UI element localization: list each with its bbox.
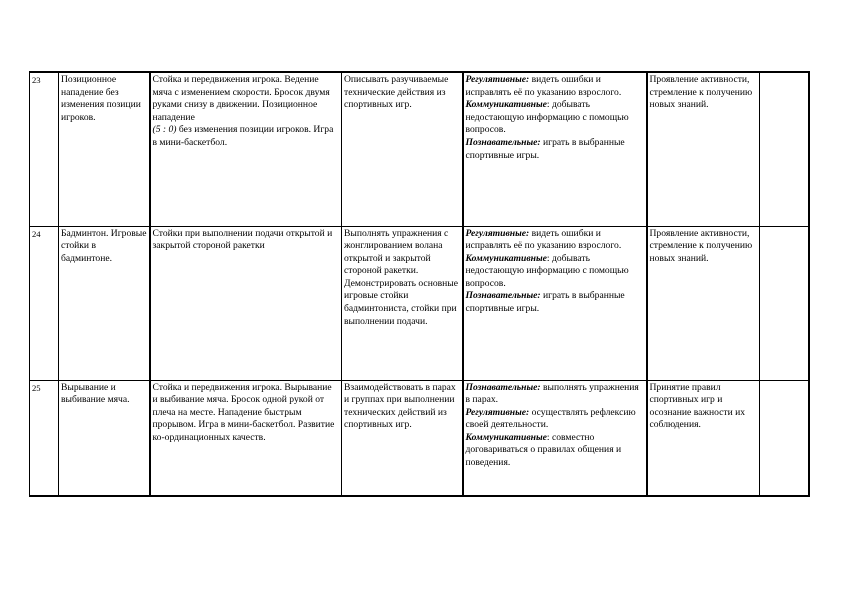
lesson-plan-table (29, 71, 810, 497)
lesson-topic: Позиционное нападение без изменения позиции игроков. (59, 72, 150, 226)
uud-item (466, 290, 644, 315)
uud-item (466, 137, 644, 162)
lesson-content (150, 72, 342, 226)
lesson-content (150, 380, 342, 496)
uud-label: Познавательные: (465, 136, 541, 148)
empty-cell (760, 72, 809, 226)
student-activity: Описывать разучиваемые технические действия из спортивных игр. (342, 72, 463, 226)
lesson-number: 25 (30, 380, 59, 496)
uud-item (466, 253, 644, 291)
uud-text: видеть ошибки и исправлять её по указанию взрослого. (465, 227, 622, 252)
empty-cell (760, 380, 809, 496)
uud-text: осуществлять рефлексию своей деятельности. (465, 406, 636, 431)
uud-label: Коммуникативные (465, 431, 547, 443)
uud-item (466, 382, 644, 407)
uud-text: выполнять упражнения в парах. (465, 381, 639, 406)
student-activity: Взаимодействовать в парах и группах при выполнении технических действий из спортивных игр. (342, 380, 463, 496)
content-italic: (5 : 0) (152, 124, 177, 136)
uud-label: Познавательные: (465, 290, 541, 302)
uud-cell (463, 226, 647, 380)
content-text: Стойка и передвижения игрока. Вырывание и выбивание мяча. Бросок одной рукой от плеча на месте. Нападение быстрым прорывом. Игра в мини-баскетбол. Развитие ко-ординационных качеств. (152, 381, 335, 443)
uud-label: Регулятивные: (465, 74, 530, 85)
lesson-topic: Вырывание и выбивание мяча. (59, 380, 150, 496)
content-text-cont: без изменения позиции игроков. Игра в мини-баскетбол. (152, 124, 334, 148)
lesson-number: 24 (30, 226, 59, 380)
student-activity: Выполнять упражнения с жонглированием волана открытой и закрытой стороной ракетки. Демонстрировать основные игровые стойки бадминтониста, стойки при выполнении подачи. (342, 226, 463, 380)
uud-label: Коммуникативные (465, 99, 547, 111)
uud-item (466, 99, 644, 137)
uud-text: видеть ошибки и исправлять её по указанию взрослого. (465, 74, 622, 98)
uud-text: играть в выбранные спортивные игры. (465, 290, 625, 315)
uud-cell (463, 380, 647, 496)
uud-cell (463, 72, 647, 226)
empty-cell (760, 226, 809, 380)
uud-text: : совместно договариваться о правилах общения и поведения. (465, 431, 622, 469)
lesson-content (150, 226, 342, 380)
lesson-number: 23 (30, 72, 59, 226)
personal-result: Принятие правил спортивных игр и осознание важности их соблюдения. (647, 380, 760, 496)
uud-text: : добывать недостающую информацию с помощью вопросов. (465, 99, 629, 136)
table-row (30, 226, 809, 380)
table-row (30, 380, 809, 496)
content-text: Стойка и передвижения игрока. Ведение мяча с изменением скорости. Бросок двумя руками снизу в движении. Позиционное нападение (152, 74, 330, 123)
lesson-topic: Бадминтон. Игровые стойки в бадминтоне. (59, 226, 150, 380)
uud-label: Регулятивные: (465, 227, 530, 239)
table-row (30, 72, 809, 226)
uud-label: Регулятивные: (465, 406, 530, 418)
uud-item (466, 74, 644, 99)
personal-result: Проявление активности, стремление к получению новых знаний. (647, 72, 760, 226)
uud-label: Познавательные: (465, 381, 541, 393)
uud-text: : добывать недостающую информацию с помощью вопросов. (465, 252, 629, 289)
personal-result: Проявление активности, стремление к получению новых знаний. (647, 226, 760, 380)
uud-label: Коммуникативные (465, 252, 547, 264)
uud-text: играть в выбранные спортивные игры. (465, 136, 625, 161)
uud-item (466, 432, 644, 470)
uud-item (466, 228, 644, 253)
content-text: Стойки при выполнении подачи открытой и закрытой стороной ракетки (152, 227, 333, 252)
uud-item (466, 407, 644, 432)
